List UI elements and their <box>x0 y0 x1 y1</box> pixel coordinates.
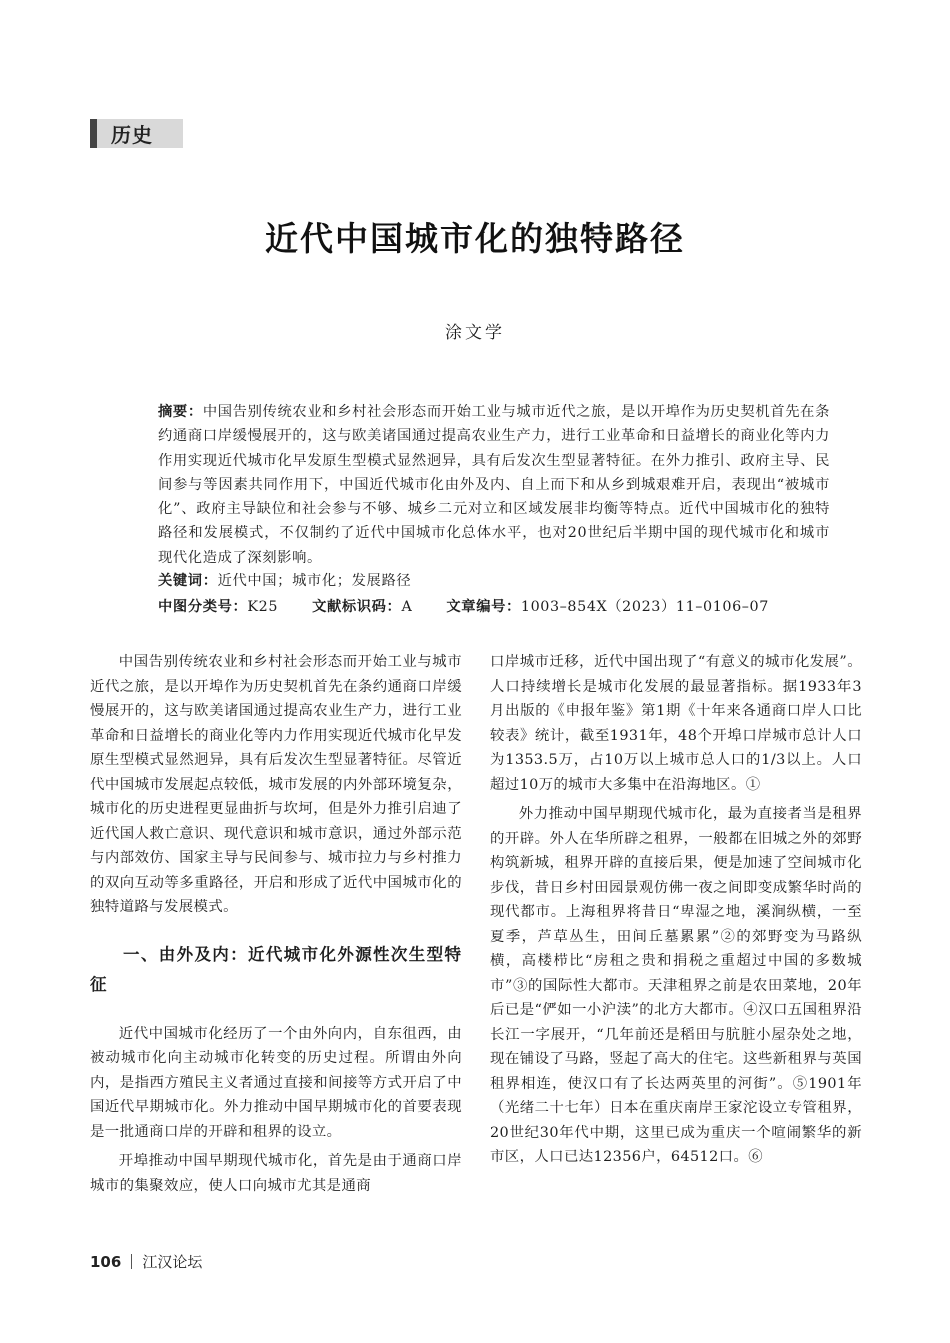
author-name: 涂文学 <box>445 323 505 343</box>
keywords-label: 关键词： <box>158 573 218 589</box>
body-paragraph: 近代中国城市化经历了一个由外向内，自东徂西，由被动城市化向主动城市化转变的历史过程。所谓由外向内，是指西方殖民主义者通过直接和间接等方式开启了中国近代早期城市化。外力推动中国早期城市化的首要表现是一批通商口岸的开辟和租界的设立。 <box>90 1025 462 1140</box>
body-paragraph: 外力推动中国早期现代城市化，最为直接者当是租界的开辟。外人在华所辟之租界，一般都在旧城之外的郊野构筑新城，租界开辟的直接后果，便是加速了空间城市化步伐，昔日乡村田园景观仿佛一夜之间即变成繁华时尚的现代都市。上海租界将昔日“卑湿之地，溪涧纵横，一至夏季，芦草丛生，田间丘墓累累”②的郊野变为马路纵横，高楼栉比“房租之贵和捐税之重超过中国的多数城市”③的国际性大都市。天津租界之前是农田菜地，20年后已是“俨如一小沪渎”的北方大都市。④汉口五国租界沿长江一字展开，“几年前还是稻田与肮脏小屋杂处之地，现在铺设了马路，竖起了高大的住宅。这些新租界与英国租界相连，使汉口有了长达两英里的河街”。⑤1901年（光绪二十七年）日本在重庆南岸王家沱设立专管租界，20世纪30年代中期，这里已成为重庆一个喧闹繁华的新市区，人口已达12356户，64512口。⑥ <box>490 806 862 1165</box>
abstract-text: 中国告别传统农业和乡村社会形态而开始工业与城市近代之旅，是以开埠作为历史契机首先在条约通商口岸缓慢展开的，这与欧美诸国通过提高农业生产力，进行工业革命和日益增长的商业化等内力作用实现近代城市化早发原生型模式显然迥异，具有后发次生型显著特征。在外力推引、政府主导、民间参与等因素共同作用下，中国近代城市化由外及内、自上而下和从乡到城艰难开启，表现出“被城市化”、政府主导缺位和社会参与不够、城乡二元对立和区域发展非均衡等特点。近代中国城市化的独特路径和发展模式，不仅制约了近代中国城市化总体水平，也对20世纪后半期中国的现代城市化和城市现代化造成了深刻影响。 <box>158 404 830 566</box>
keywords-text: 近代中国；城市化；发展路径 <box>217 573 412 589</box>
body-column-right <box>490 650 862 1175</box>
section-tag-label: 历史 <box>111 123 153 147</box>
doc-code-label: 文献标识码： <box>312 599 402 615</box>
clc-value: K25 <box>247 599 279 615</box>
body-paragraph: 中国告别传统农业和乡村社会形态而开始工业与城市近代之旅，是以开埠作为历史契机首先在条约通商口岸缓慢展开的，这与欧美诸国通过提高农业生产力，进行工业革命和日益增长的商业化等内力作用实现近代城市化早发原生型模式显然迥异，具有后发次生型显著特征。尽管近代中国城市发展起点较低，城市发展的内外部环境复杂，城市化的历史进程更显曲折与坎坷，但是外力推引启迪了近代国人救亡意识、现代意识和城市意识，通过外部示范与内部效仿、国家主导与民间参与、城市拉力与乡村推力的双向互动等多重路径，开启和形成了近代中国城市化的独特道路与发展模式。 <box>90 654 462 915</box>
footer-divider <box>131 1254 132 1269</box>
classification-line <box>158 596 838 616</box>
article-id-value: 1003–854X（2023）11–0106–07 <box>520 599 769 615</box>
article-id-label: 文章编号： <box>446 599 521 615</box>
body-paragraph: 开埠推动中国早期现代城市化，首先是由于通商口岸城市的集聚效应，使人口向城市尤其是通商 <box>90 1153 462 1194</box>
journal-name: 江汉论坛 <box>142 1253 203 1271</box>
abstract-label: 摘要： <box>158 404 203 420</box>
keywords-line <box>158 570 838 590</box>
abstract-block <box>124 400 830 570</box>
abstract-paragraph <box>124 400 830 570</box>
doc-code-value: A <box>401 599 413 615</box>
clc-label: 中图分类号： <box>158 599 248 615</box>
body-column-left <box>90 650 462 1203</box>
body-paragraph: 口岸城市迁移，近代中国出现了“有意义的城市化发展”。人口持续增长是城市化发展的最显著指标。据1933年3月出版的《申报年鉴》第1期《十年来各通商口岸人口比较表》统计，截至1931年，48个开埠口岸城市总计人口为1353.5万，占10万以上城市总人口的1/3以上。人口超过10万的城市大多集中在沿海地区。① <box>490 654 862 793</box>
article-title: 近代中国城市化的独特路径 <box>265 219 685 258</box>
section-heading: 一、由外及内：近代城市化外源性次生型特征 <box>90 944 462 994</box>
page-footer <box>90 1251 202 1272</box>
page-number: 106 <box>90 1252 122 1271</box>
section-tag-bar <box>90 119 97 148</box>
section-tag <box>90 119 183 148</box>
